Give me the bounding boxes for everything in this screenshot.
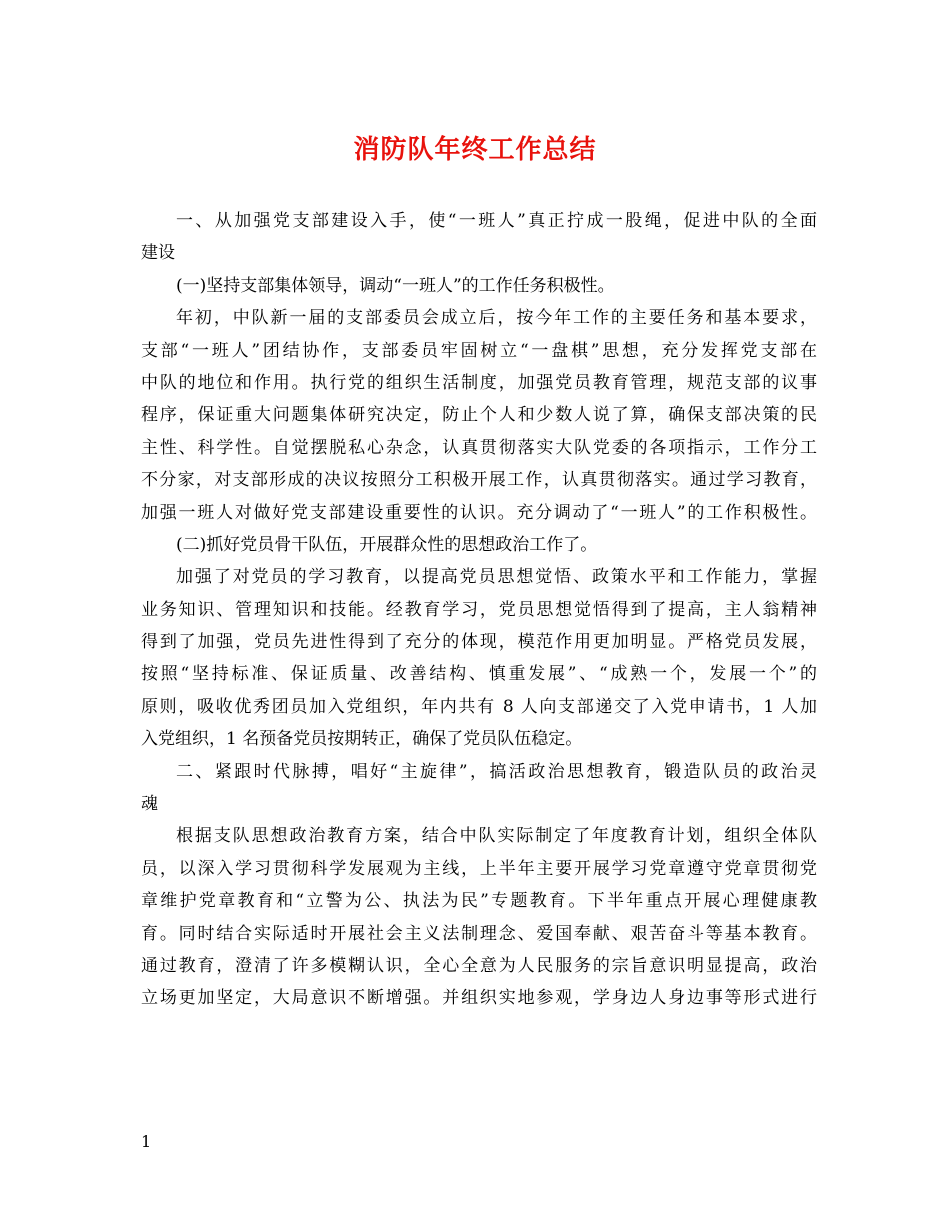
text-line: 原则，吸收优秀团员加入党组织，年内共有 8 人向支部递交了入党申请书，1 人加 — [141, 696, 817, 717]
text-line: 魂 — [141, 794, 158, 815]
text-line: 入党组织，1 名预备党员按期转正，确保了党员队伍稳定。 — [141, 729, 583, 750]
text-line: (二)抓好党员骨干队伍，开展群众性的思想政治工作了。 — [176, 534, 598, 555]
text-line: 根据支队思想政治教育方案，结合中队实际制定了年度教育计划，组织全体队 — [176, 826, 817, 847]
text-line: 加强一班人对做好党支部建设重要性的认识。充分调动了“一班人”的工作积极性。 — [141, 502, 817, 523]
page-number: 1 — [141, 1132, 152, 1151]
text-line: (一)坚持支部集体领导，调动“一班人”的工作任务积极性。 — [176, 275, 615, 296]
text-line: 中队的地位和作用。执行党的组织生活制度，加强党员教育管理，规范支部的议事 — [141, 372, 817, 393]
text-line: 业务知识、管理知识和技能。经教育学习，党员思想觉悟得到了提高，主人翁精神 — [141, 599, 817, 620]
text-line: 主性、科学性。自觉摆脱私心杂念，认真贯彻落实大队党委的各项指示，工作分工 — [141, 437, 817, 458]
text-line: 一、从加强党支部建设入手，使“一班人”真正拧成一股绳，促进中队的全面 — [176, 211, 817, 231]
text-line: 年初，中队新一届的支部委员会成立后，按今年工作的主要任务和基本要求， — [176, 308, 817, 329]
text-line: 按照“坚持标准、保证质量、改善结构、慎重发展”、“成熟一个，发展一个”的 — [141, 664, 817, 685]
text-line: 员，以深入学习贯彻科学发展观为主线，上半年主要开展学习党章遵守党章贯彻党 — [141, 858, 817, 879]
text-line: 支部“一班人”团结协作，支部委员牢固树立“一盘棋”思想，充分发挥党支部在 — [141, 340, 817, 361]
text-line: 程序，保证重大问题集体研究决定，防止个人和少数人说了算，确保支部决策的民 — [141, 405, 817, 426]
text-line: 建设 — [141, 243, 175, 264]
text-line: 加强了对党员的学习教育，以提高党员思想觉悟、政策水平和工作能力，掌握 — [176, 567, 817, 588]
document-title: 消防队年终工作总结 — [353, 135, 597, 165]
text-line: 不分家，对支部形成的决议按照分工积极开展工作，认真贯彻落实。通过学习教育， — [141, 470, 817, 491]
text-line: 通过教育，澄清了许多模糊认识，全心全意为人民服务的宗旨意识明显提高，政治 — [141, 955, 817, 976]
text-line: 立场更加坚定，大局意识不断增强。并组织实地参观，学身边人身边事等形式进行 — [141, 988, 817, 1009]
text-line: 二、紧跟时代脉搏，唱好“主旋律”，搞活政治思想教育，锻造队员的政治灵 — [176, 761, 817, 782]
text-line: 育。同时结合实际适时开展社会主义法制理念、爱国奉献、艰苦奋斗等基本教育。 — [141, 923, 817, 944]
text-line: 章维护党章教育和“立警为公、执法为民”专题教育。下半年重点开展心理健康教 — [141, 891, 817, 912]
text-line: 得到了加强，党员先进性得到了充分的体现，模范作用更加明显。严格党员发展， — [141, 632, 817, 653]
document-body — [141, 205, 817, 1015]
